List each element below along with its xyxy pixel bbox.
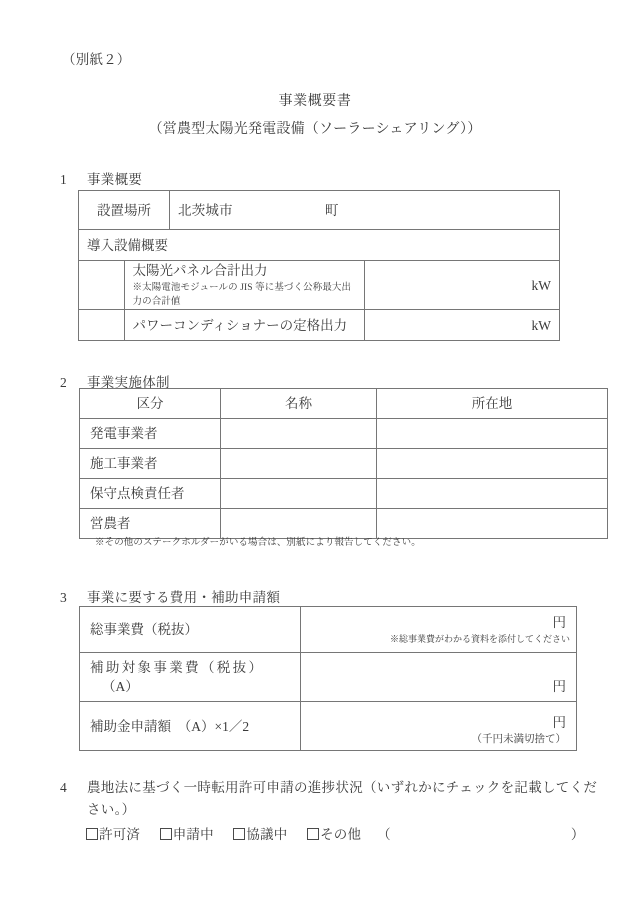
- unit-yen: 円: [552, 714, 566, 730]
- checkbox-icon[interactable]: [86, 828, 98, 840]
- table-row: [79, 230, 560, 261]
- unit-yen: 円: [552, 614, 566, 630]
- checkbox-icon[interactable]: [307, 828, 319, 840]
- row-label-power-operator: 発電事業者: [80, 419, 221, 449]
- indent-spacer: [79, 310, 125, 341]
- cost-item-total: 総事業費（税抜）: [80, 607, 301, 653]
- unit-yen: 円: [552, 678, 566, 694]
- section-number-4: 4: [60, 780, 68, 795]
- cost-item-subsidy-request: 補助金申請額 （A）×1／2: [80, 702, 301, 751]
- section-title-4-line2: さい。）: [87, 802, 136, 817]
- row-value-name[interactable]: [221, 419, 377, 449]
- row-value-address[interactable]: [377, 449, 608, 479]
- section-title-1: 事業概要: [87, 172, 143, 187]
- cost-item-subsidy-target: [80, 653, 301, 702]
- structure-table: [79, 388, 608, 539]
- column-header-kubun: 区分: [80, 389, 221, 419]
- row-label-construction-operator: 施工事業者: [80, 449, 221, 479]
- section-heading-overview: [60, 168, 142, 188]
- section-heading-cost: [60, 586, 280, 606]
- checkbox-label: 協議中: [246, 827, 288, 842]
- cost-value-subsidy-target[interactable]: [301, 653, 577, 702]
- panel-output-unit: kW: [365, 261, 560, 310]
- table-row: [80, 479, 608, 509]
- other-open-paren: （: [377, 827, 391, 842]
- section-title-2: 事業実施体制: [87, 375, 170, 390]
- table-row: [79, 261, 560, 310]
- install-location-label: 設置場所: [79, 191, 170, 230]
- checkbox-option-consulting[interactable]: [233, 823, 287, 843]
- row-value-name[interactable]: [221, 449, 377, 479]
- checkbox-option-applying[interactable]: [160, 823, 214, 843]
- checkbox-label: 許可済: [99, 827, 141, 842]
- column-header-name: 名称: [221, 389, 377, 419]
- checkbox-option-approved[interactable]: [86, 823, 140, 843]
- section-title-3: 事業に要する費用・補助申請額: [87, 590, 281, 605]
- cost-value-subsidy-request[interactable]: [301, 702, 577, 751]
- table-row: [79, 310, 560, 341]
- table-row: [80, 449, 608, 479]
- column-header-address: 所在地: [377, 389, 608, 419]
- checkbox-label: 申請中: [172, 827, 214, 842]
- pcs-output-label: パワーコンディショナーの定格出力: [124, 310, 365, 341]
- indent-spacer: [79, 261, 125, 310]
- equipment-overview-label: 導入設備概要: [79, 230, 560, 261]
- panel-output-note: ※太陽電池モジュールの JIS 等に基づく公称最大出力の合計値: [132, 283, 352, 307]
- section-heading-permit: [60, 777, 600, 821]
- table-row: [80, 607, 577, 653]
- row-value-address[interactable]: [377, 479, 608, 509]
- section-number-1: 1: [60, 172, 68, 187]
- table-row: [80, 702, 577, 751]
- section-title-4-line1: 農地法に基づく一時転用許可申請の進捗状況（いずれかにチェックを記載してくだ: [87, 780, 598, 795]
- overview-table: [78, 190, 560, 341]
- install-city: 北茨城市: [178, 202, 233, 218]
- other-close-paren: ）: [570, 827, 585, 842]
- checkbox-option-other[interactable]: [307, 823, 361, 843]
- permit-status-checkbox-group: [86, 823, 585, 843]
- table-row: [80, 419, 608, 449]
- checkbox-label: その他: [320, 827, 362, 842]
- section-number-2: 2: [60, 375, 68, 390]
- table-row: [79, 191, 560, 230]
- checkbox-icon[interactable]: [233, 828, 245, 840]
- pcs-output-unit: kW: [365, 310, 560, 341]
- row-value-name[interactable]: [221, 479, 377, 509]
- table-row: [80, 653, 577, 702]
- row-value-address[interactable]: [377, 419, 608, 449]
- cost-item-subsidy-target-text: 補助対象事業費（税抜）: [90, 660, 262, 675]
- checkbox-icon[interactable]: [160, 828, 172, 840]
- cost-value-total[interactable]: [301, 607, 577, 653]
- panel-output-title: 太陽光パネル合計出力: [132, 263, 268, 278]
- cost-total-note: ※総事業費がわかる資料を添付してください: [389, 633, 570, 644]
- structure-table-note: ※その他のステークホルダーがいる場合は、別紙により報告してください。: [95, 538, 421, 548]
- section-number-3: 3: [60, 590, 68, 605]
- page-subtitle: （営農型太陽光発電設備（ソーラーシェアリング））: [148, 122, 482, 137]
- attachment-tag: （別紙２）: [62, 52, 131, 67]
- cost-table: [79, 606, 577, 751]
- table-header-row: [80, 389, 608, 419]
- row-label-maintenance-manager: 保守点検責任者: [80, 479, 221, 509]
- page-title: 事業概要書: [278, 94, 352, 109]
- install-location-value: [170, 191, 560, 230]
- row-label-farmer: 営農者: [80, 509, 221, 539]
- panel-output-label: [124, 261, 365, 310]
- cost-request-note: （千円未満切捨て）: [471, 733, 566, 745]
- cost-item-subsidy-target-sub: （A）: [102, 679, 139, 694]
- install-town: 町: [324, 202, 339, 218]
